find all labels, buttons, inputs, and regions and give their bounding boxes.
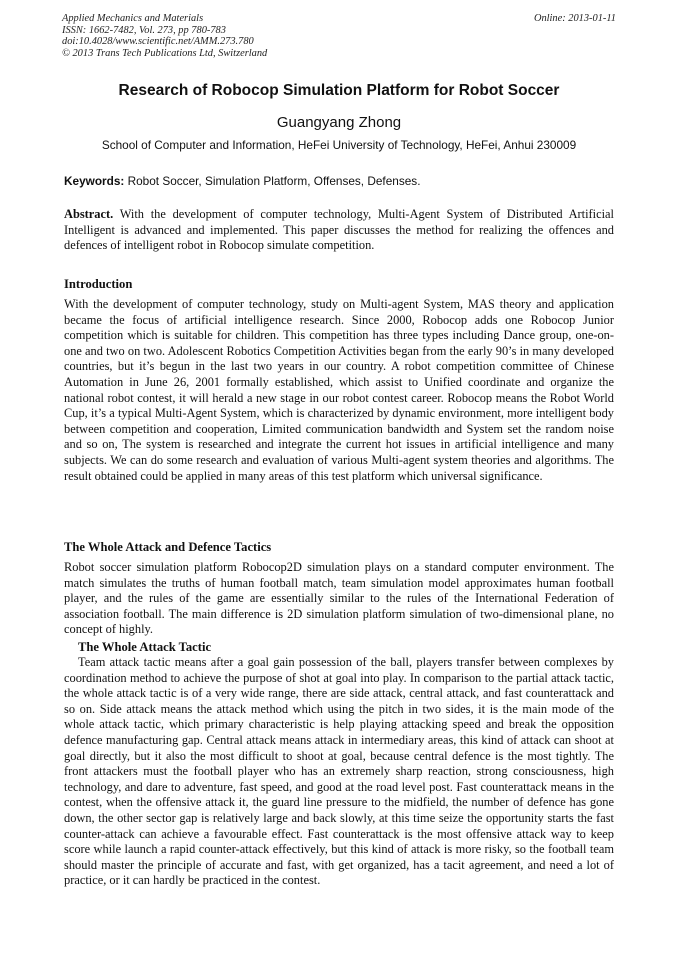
abstract (64, 207, 614, 254)
section-heading-whole-attack-defence: The Whole Attack and Defence Tactics (64, 540, 272, 554)
keywords-text: Robot Soccer, Simulation Platform, Offenses, Defenses. (127, 174, 421, 188)
subsection-heading-whole-attack: The Whole Attack Tactic (78, 640, 212, 654)
introduction-paragraph: With the development of computer technology, study on Multi-agent System, MAS theory and application became the focus of artificial intelligence research. Since 2000, Robocop adds one Robocop Junior competition which is suitable for children. This competition has three types including Dance group, one-on-one and two on two. Adolescent Robotics Competition Activities began from the early 90’s in many developed countries, but it’s begun in the last two years in our country. A robot competition committee of Chinese Automation in June 26, 2001 formally established, which assist to Unified coordinate and organize the national robot contest, it will herald a new stage in our robot contest career. Robocop means the Robot World Cup, it’s a typical Multi-Agent System, which is characterized by dynamic environment, more intelligent body between competition and cooperation, Limited communication bandwidth and System set the random noise and so on, The system is researched and integrate the current hot issues in artificial intelligence and many subjects. We can do some research and evaluation of various Multi-agent system theories and algorithms. The result obtained could be applied in many areas of this test platform which universal significance. (64, 297, 614, 483)
whole-attack-paragraph: Team attack tactic means after a goal gain possession of the ball, players transfer between complexes by coordination method to achieve the purpose of shot at goal into play. In comparison to the partial attack tactic, the whole attack tactic is of a very wide range, there are side attack, central attack, and fast counterattack and so on. Side attack means the attack method which using the pitch in two sides, it is the main mode of the whole attack tactic, which primary characteristic is help playing attacking speed and break the opposition defence manufacturing gap. Central attack means attack in intermediary areas, this kind of attack can shoot at goal directly, but it also the most difficult to shoot at goal, because central defence is the most tightly. The front attackers must the football player who has an extremely sharp reaction, strong consciousness, high technology, and dare to adventure, fast speed, and good at the road level post. Fast counterattack means in the contest, when the offensive attack it, the guard line pressure to the midfield, the number of defence has gone down, the other sector gap is relatively large and back slowly, at this time seize the opportunity starts the fast counter-attack can achieve a favourable effect. Fast counterattack is the most offensive attack way to keep score while launch a rapid counter-attack effectively, but this kind of attack is more risky, so the football team should master the principle of accurate and fast, with get organized, has a tacit agreement, and need a lot of practice, or it can hardly be practiced in the contest. (64, 655, 614, 888)
section-heading-introduction: Introduction (64, 277, 133, 291)
journal-issn: ISSN: 1662-7482, Vol. 273, pp 780-783 (62, 24, 226, 36)
journal-doi: doi:10.4028/www.scientific.net/AMM.273.780 (62, 36, 254, 48)
abstract-label: Abstract. (64, 207, 114, 221)
keywords-label: Keywords: (64, 174, 125, 188)
online-date: Online: 2013-01-11 (533, 13, 616, 24)
journal-header (62, 13, 618, 59)
journal-copyright: © 2013 Trans Tech Publications Ltd, Switzerland (62, 47, 268, 59)
paper-title: Research of Robocop Simulation Platform for Robot Soccer (118, 82, 560, 99)
journal-name: Applied Mechanics and Materials (62, 13, 204, 24)
whole-tactics-paragraph: Robot soccer simulation platform Robocop2D simulation plays on a standard computer environment. The match simulates the truths of human football match, team simulation model approximates human football player, and the rules of the game are essentially similar to the rules of the International Federation of association football. The main difference is 2D simulation platform simulation of two-dimensional plane, no concept of highly. (64, 560, 614, 637)
paper-author: Guangyang Zhong (276, 114, 402, 131)
keywords (64, 174, 616, 189)
abstract-text: With the development of computer technology, Multi-Agent System of Distributed Artificial Intelligent is advanced and implemented. This paper discusses the method for realizing the offences and defences of intelligent robot in Robocop simulate competition. (64, 207, 615, 253)
author-affiliation: School of Computer and Information, HeFei University of Technology, HeFei, Anhui 230009 (101, 138, 577, 152)
